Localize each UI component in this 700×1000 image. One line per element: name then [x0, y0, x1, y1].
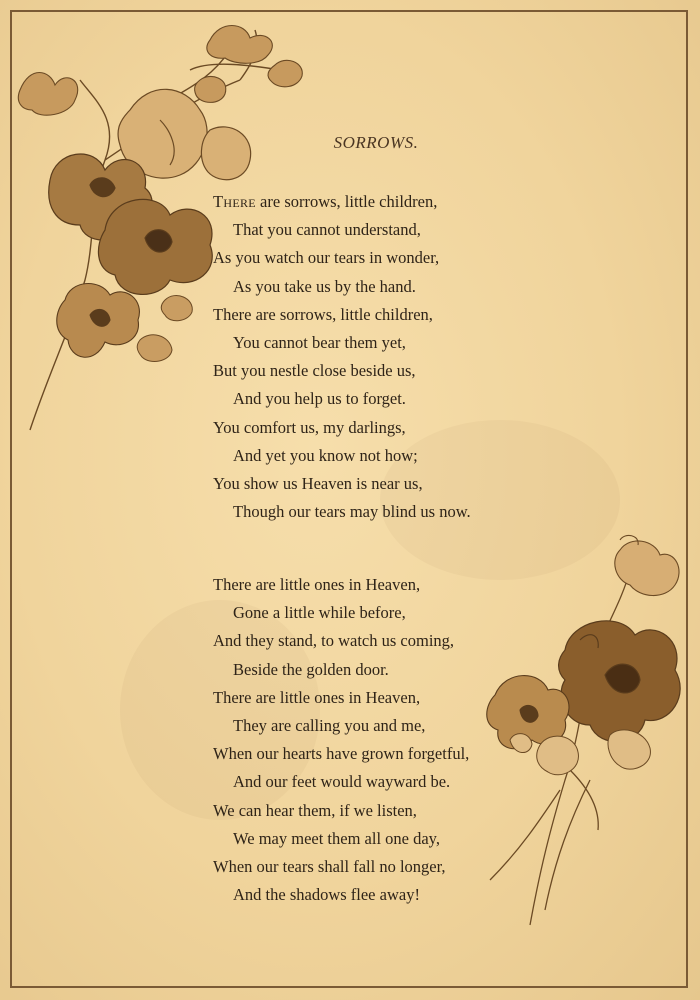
poem-line: When our hearts have grown forgetful, — [213, 744, 470, 764]
poem-line: That you cannot understand, — [233, 220, 421, 240]
poem-line — [213, 188, 471, 216]
stanza-2 — [213, 571, 469, 909]
poem-line: You cannot bear them yet, — [233, 332, 406, 352]
poem-line: But you nestle close beside us, — [213, 361, 416, 381]
poem-line: And they stand, to watch us coming, — [213, 631, 455, 651]
poem-line: And our feet would wayward be. — [233, 772, 451, 792]
poem-line: There are sorrows, little children, — [213, 304, 433, 324]
poem-line: As you take us by the hand. — [233, 276, 416, 296]
poem-line: You show us Heaven is near us, — [213, 473, 423, 493]
poem-line: They are calling you and me, — [233, 715, 426, 735]
poem-title: SORROWS. — [333, 133, 419, 152]
poem-line: As you watch our tears in wonder, — [213, 248, 440, 268]
poem-line: There are little ones in Heaven, — [213, 687, 421, 707]
poem-line: Though our tears may blind us now. — [233, 502, 471, 522]
poem-line: And yet you know not how; — [233, 445, 418, 465]
poem-line: When our tears shall fall no longer, — [213, 856, 446, 876]
poem-line: There are little ones in Heaven, — [213, 575, 421, 594]
poem-line: Gone a little while before, — [233, 603, 406, 623]
poem-line: We can hear them, if we listen, — [213, 800, 417, 820]
poem-line: And the shadows flee away! — [233, 885, 420, 905]
pansy-bouquet-illustration — [470, 530, 690, 930]
line-rest: are sorrows, little children, — [255, 192, 438, 211]
poem-line: And you help us to forget. — [233, 389, 406, 409]
poem-line: Beside the golden door. — [233, 659, 389, 679]
poem-line: You comfort us, my darlings, — [213, 417, 406, 437]
poem-line: We may meet them all one day, — [233, 828, 440, 848]
drop-word: There — [213, 192, 256, 211]
stanza-1 — [213, 188, 471, 526]
